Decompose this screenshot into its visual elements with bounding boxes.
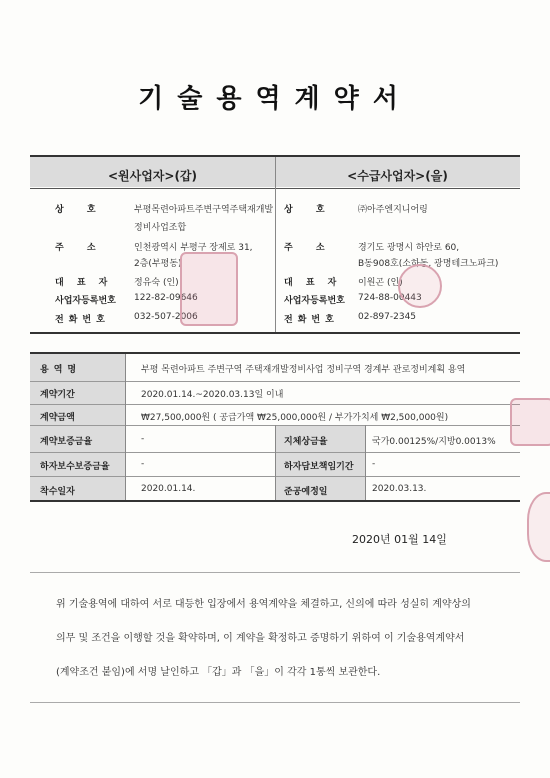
party-a-phone-value: 032-507-2006 <box>134 312 198 322</box>
margin-seal-stamp-1 <box>510 398 550 446</box>
party-b-phone-value: 02-897-2345 <box>358 312 417 322</box>
details-bottom-border <box>30 500 520 502</box>
contract-deposit-value: - <box>141 434 145 444</box>
document-title: 기술용역계약서 <box>138 84 412 114</box>
completion-date-label: 준공예정일 <box>284 487 328 497</box>
party-a-rep-label: 대 표 자 <box>55 278 113 288</box>
party-a-biz-no-label: 사업자등록번호 <box>55 296 116 306</box>
details-column-divider-left <box>125 354 126 500</box>
party-a-address-value-2: 2층(부평동) <box>134 259 182 269</box>
body-bottom-border <box>30 702 520 703</box>
party-b-heading: <수급사업자>(을) <box>347 169 448 183</box>
service-name-label: 용역명 <box>40 365 82 375</box>
party-b-phone-label: 전화번호 <box>284 315 339 325</box>
parties-bottom-border <box>30 332 520 334</box>
delay-penalty-label: 지체상금율 <box>284 437 328 447</box>
party-b-rep-value: 이원곤 (인) <box>358 278 403 288</box>
party-a-rep-value: 정유숙 (인) <box>134 278 179 288</box>
body-top-border <box>30 572 520 573</box>
defect-deposit-value: - <box>141 459 145 469</box>
contract-amount-value: ₩27,500,000원 ( 공급가액 ₩25,000,000원 / 부가가치세 ₩2,500,000원) <box>141 413 449 423</box>
party-a-trade-name-label: 상 호 <box>55 205 106 215</box>
service-name-value: 부평 목련아파트 주변구역 주택재개발정비사업 정비구역 경계부 관로정비계획 용역 <box>141 365 466 375</box>
contract-deposit-label: 계약보증금율 <box>40 437 93 447</box>
party-a-seal-stamp <box>180 252 238 326</box>
contract-period-label: 계약기간 <box>40 390 75 400</box>
start-date-label: 착수일자 <box>40 487 75 497</box>
party-b-biz-no-label: 사업자등록번호 <box>284 296 345 306</box>
party-b-trade-name-label: 상 호 <box>284 205 335 215</box>
party-b-seal-stamp <box>398 264 442 308</box>
start-date-value: 2020.01.14. <box>141 484 196 494</box>
details-row-divider-1 <box>30 381 520 382</box>
completion-date-value: 2020.03.13. <box>372 484 427 494</box>
details-label-band-left <box>30 354 125 500</box>
party-a-address-label: 주 소 <box>55 243 106 253</box>
party-b-address-value-2: B동908호(소하동, 광명테크노파크) <box>358 259 499 269</box>
body-line-1: 위 기술용역에 대하여 서로 대등한 입장에서 용역계약을 체결하고, 신의에 따라 성실히 계약상의 <box>56 599 471 610</box>
contract-period-value: 2020.01.14.~2020.03.13일 이내 <box>141 390 284 400</box>
party-b-rep-label: 대 표 자 <box>284 278 342 288</box>
party-a-phone-label: 전화번호 <box>55 315 110 325</box>
party-a-trade-name-value-1: 부평목련아파트주변구역주택재개발 <box>134 205 274 215</box>
delay-penalty-value: 국가0.00125%/지방0.0013% <box>372 437 496 447</box>
contract-amount-label: 계약금액 <box>40 413 75 423</box>
details-column-divider-mid <box>275 425 276 500</box>
party-b-biz-no-value: 724-88-00443 <box>358 293 422 303</box>
party-b-address-value-1: 경기도 광명시 하안로 60, <box>358 243 460 253</box>
party-a-trade-name-value-2: 정비사업조합 <box>134 223 187 233</box>
party-a-heading: <원사업자>(갑) <box>107 169 198 183</box>
party-a-biz-no-value: 122-82-09646 <box>134 293 198 303</box>
body-line-3: (계약조건 붙임)에 서명 날인하고 「갑」과 「을」이 각각 1통씩 보관한다. <box>56 667 381 678</box>
margin-seal-stamp-2 <box>527 492 550 562</box>
defect-period-value: - <box>372 459 376 469</box>
parties-column-divider <box>275 157 276 332</box>
details-row-divider-2 <box>30 404 520 405</box>
defect-deposit-label: 하자보수보증금율 <box>40 462 110 472</box>
party-b-address-label: 주 소 <box>284 243 335 253</box>
contract-date: 2020년 01월 14일 <box>352 533 447 546</box>
defect-period-label: 하자담보책임기간 <box>284 462 354 472</box>
details-column-divider-right <box>365 425 366 500</box>
party-b-trade-name-value: ㈜아주엔지니어링 <box>358 205 428 215</box>
body-line-2: 의무 및 조건을 이행할 것을 확약하며, 이 계약을 확정하고 증명하기 위하여 이 기술용역계약서 <box>56 633 465 644</box>
party-a-address-value-1: 인천광역시 부평구 장제로 31, <box>134 243 253 253</box>
